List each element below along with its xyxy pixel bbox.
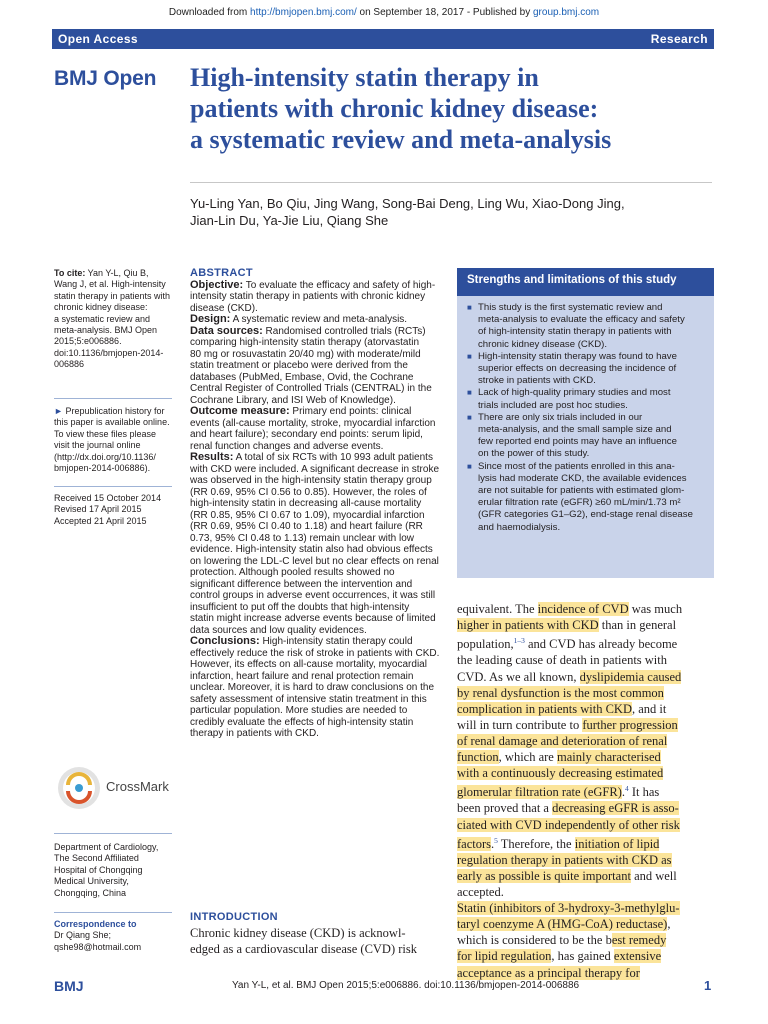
abstract-line — [190, 337, 445, 349]
abstract-line — [190, 567, 445, 579]
highlighted-text: ciated with CVD independently of other risk — [457, 817, 680, 832]
author-line: Yu-Ling Yan, Bo Qiu, Jing Wang, Song-Bai Deng, Ling Wu, Xiao-Dong Jing, — [190, 196, 625, 211]
affiliation-line: Chongqing, China — [54, 887, 127, 898]
prepub-line: bmjopen-2014-006886). — [54, 463, 151, 474]
box-item-line: and haemodialysis. — [478, 521, 561, 533]
highlighted-text: dyslipidemia caused — [579, 669, 682, 684]
reference-link[interactable]: 1–3 — [513, 636, 525, 646]
abstract-line — [190, 705, 445, 717]
abstract-line — [190, 602, 445, 614]
body-line — [457, 800, 717, 816]
abstract-line-text: data sources and low quality evidences. — [190, 624, 367, 636]
square-bullet-icon: ■ — [467, 351, 472, 361]
body-line — [457, 868, 717, 884]
box-item-line: few reported end points may have an influence — [478, 436, 677, 448]
abstract-section-label: Results: — [190, 451, 234, 463]
abstract-line-text: A systematic review and meta-analysis. — [230, 314, 408, 325]
highlighted-text: complication in patients with CKD — [457, 701, 632, 716]
box-list-item — [465, 302, 710, 351]
abstract — [190, 268, 445, 740]
publisher-link[interactable]: group.bmj.com — [532, 7, 600, 18]
abstract-line — [190, 475, 445, 487]
box-list-item — [465, 387, 710, 411]
highlighted-text: of renal damage and deterioration of renal — [457, 733, 668, 748]
strengths-limitations-box — [457, 268, 714, 578]
cite-line: Yan Y-L, Qiu B, — [85, 268, 149, 278]
abstract-line — [190, 383, 445, 395]
body-text-span: . — [491, 836, 495, 851]
abstract-line-text: 80 mg or rosuvastatin 20/40 mg) with moderate/mild — [190, 348, 421, 360]
abstract-line — [190, 429, 445, 441]
highlighted-text: est remedy — [611, 933, 667, 948]
box-item-line: superior effects on decreasing the incidence of — [478, 363, 677, 375]
abstract-line-text: statin treatment or placebo were derived from the — [190, 360, 408, 371]
highlighted-text: factors — [457, 836, 492, 851]
body-line — [457, 765, 717, 781]
highlighted-text: initiation of lipid — [574, 836, 660, 851]
affiliation — [54, 842, 169, 899]
abstract-line-text: was observed in the high-intensity statin therapy group — [190, 475, 432, 486]
abstract-line — [190, 510, 445, 522]
body-line — [457, 884, 717, 900]
abstract-line-text: evidence. High-intensity statin also had obvious effects — [190, 544, 433, 555]
abstract-line — [190, 613, 445, 625]
abstract-section-label: Conclusions: — [190, 635, 260, 647]
cite-line: meta-analysis. BMJ Open — [54, 325, 158, 336]
abstract-line-text: disease (CKD). — [190, 302, 258, 314]
abstract-line-text: 0.73, 95% CI 0.48 to 1.13) remain unclear with low — [190, 532, 415, 544]
abstract-line-text: insufficient to put off the doubts that high-intensity — [190, 601, 410, 613]
highlighted-text: for lipid regulation — [457, 949, 552, 964]
abstract-line — [190, 521, 445, 533]
body-text-span: which is considered to be the b — [457, 933, 612, 948]
cite-line: a systematic review and — [54, 313, 151, 324]
correspondence-name: Dr Qiang She; — [54, 930, 112, 941]
prepub-line: (http://dx.doi.org/10.1136/ — [54, 451, 156, 462]
abstract-line — [190, 280, 445, 292]
cite-line: 2015;5:e006886. — [54, 336, 122, 347]
body-text-span: was much — [628, 602, 683, 616]
abstract-line-text: However, its effects on all-cause mortality, myocardial — [190, 659, 427, 670]
abstract-line — [190, 464, 445, 476]
abstract-line-text: control groups in adverse event occurrences, it was still — [190, 590, 436, 601]
body-text-span: Therefore, the — [497, 836, 575, 851]
box-item-line: There are only six trials included in our — [478, 411, 643, 423]
section-bar — [52, 29, 714, 49]
abstract-line — [190, 671, 445, 683]
reference-link[interactable]: 5 — [494, 835, 498, 845]
abstract-line-text: and heart failure); secondary end points: serum lipid, — [190, 429, 423, 440]
body-text-span: It has — [628, 785, 660, 800]
box-item-line: are not suitable for patients with estimated glom- — [478, 485, 685, 497]
affiliation-line: Medical University, — [54, 876, 129, 887]
intro-line: edged as a cardiovascular disease (CVD) risk — [190, 942, 417, 956]
abstract-line — [190, 326, 445, 338]
abstract-line-text: unclear. Moreover, it is hard to draw conclusions on the — [190, 682, 435, 693]
highlighted-text: taryl coenzyme A (HMG-CoA) reductase) — [457, 917, 668, 932]
abstract-line-text: A total of six RCTs with 10 993 adult patients — [233, 452, 433, 463]
highlighted-text: decreasing eGFR is asso- — [552, 801, 679, 816]
triangle-bullet-icon: ► — [54, 406, 63, 416]
body-text-span: , has gained — [551, 949, 614, 964]
body-line — [457, 932, 717, 948]
box-item-line: meta-analysis, and the small sample size and — [478, 424, 672, 436]
body-line — [457, 633, 717, 652]
journal-url-link[interactable]: http://bmjopen.bmj.com/ — [250, 7, 357, 18]
box-list-item — [465, 412, 710, 461]
abstract-line — [190, 590, 445, 602]
body-line — [457, 685, 717, 701]
abstract-line-text: Randomised controlled trials (RCTs) — [262, 325, 426, 337]
abstract-line-text: with CKD were included. A significant decrease in stroke — [190, 463, 440, 475]
body-line — [457, 916, 717, 932]
abstract-line-text: intensity statin therapy in patients with chronic kidney — [190, 291, 426, 302]
abstract-line — [190, 372, 445, 384]
body-text-span: and CVD has already become — [524, 637, 678, 652]
box-heading: Strengths and limitations of this study — [457, 268, 714, 296]
highlighted-text: acceptance as a principal therapy for — [457, 965, 640, 980]
body-line — [457, 701, 717, 717]
abstract-line — [190, 406, 445, 418]
box-item-line: lysis had moderate CKD, the available evidences — [478, 472, 687, 484]
body-text-span: , — [667, 917, 671, 932]
page-number: 1 — [704, 978, 712, 993]
download-prefix: Downloaded from — [168, 7, 251, 18]
abstract-line-text: To evaluate the efficacy and safety of high- — [243, 279, 436, 291]
body-line — [457, 669, 717, 685]
highlighted-text: incidence of CVD — [537, 602, 629, 616]
affiliation-line: Hospital of Chongqing — [54, 864, 143, 875]
abstract-line — [190, 648, 445, 660]
highlighted-text: Statin (inhibitors of 3-hydroxy-3-methylglu- — [457, 901, 680, 916]
author-line: Jian-Lin Du, Ya-Jie Liu, Qiang She — [190, 213, 389, 228]
left-divider — [54, 486, 172, 487]
how-to-cite — [54, 268, 169, 371]
abstract-line — [190, 694, 445, 706]
body-line — [457, 652, 717, 668]
abstract-line-text: (RR 0.69, 95% CI 0.40 to 1.18) and heart failure (RR — [190, 521, 423, 532]
prepub-line: To view these files please — [54, 428, 157, 439]
box-item-line: trials included are post hoc studies. — [478, 399, 628, 411]
abstract-line — [190, 579, 445, 591]
square-bullet-icon: ■ — [467, 388, 472, 398]
abstract-line-text: safety assessment of intensive statin treatment in this — [190, 693, 427, 705]
prepub-line: Prepublication history for — [65, 406, 165, 416]
body-text-span: CVD. As we all known, — [457, 669, 580, 684]
abstract-line-text: credibly evaluate the effects of high-intensity statin — [190, 716, 414, 728]
abstract-line — [190, 659, 445, 671]
abstract-line-text: protection. Although pooled results showed no — [190, 567, 395, 578]
title-line: patients with chronic kidney disease: — [190, 94, 599, 123]
abstract-line-text: particular population. More studies are needed to — [190, 705, 408, 716]
correspondence — [54, 919, 169, 953]
abstract-section-label: Data sources: — [190, 324, 263, 337]
body-line — [457, 601, 717, 617]
abstract-line-text: (RR 0.85, 95% CI 0.67 to 1.09), myocardial infarction — [190, 509, 425, 521]
abstract-line — [190, 544, 445, 556]
cite-line: chronic kidney disease: — [54, 302, 148, 313]
body-line — [457, 617, 717, 633]
download-middle: on September 18, 2017 - Published by — [356, 7, 533, 18]
body-text-span: population, — [457, 637, 514, 652]
revised-date: Revised 17 April 2015 — [54, 504, 142, 515]
body-line — [457, 717, 717, 733]
accepted-date: Accepted 21 April 2015 — [54, 515, 147, 526]
affiliation-line: Department of Cardiology, — [54, 842, 159, 852]
abstract-line-text: renal function changes and adverse events. — [190, 440, 384, 452]
abstract-line — [190, 349, 445, 361]
highlighted-text: higher in patients with CKD — [457, 618, 599, 633]
left-divider — [54, 398, 172, 399]
research-label: Research — [650, 32, 708, 46]
abstract-line — [190, 360, 445, 372]
abstract-line-text: events (all-cause mortality, stroke, myocardial infarction — [190, 417, 436, 429]
body-text-span: will in turn contribute to — [457, 717, 583, 732]
abstract-line — [190, 636, 445, 648]
highlighted-text: further progression — [582, 717, 678, 732]
prepub-note[interactable] — [54, 406, 169, 474]
body-text-span: , which are — [498, 750, 557, 764]
abstract-line-text: databases (PubMed, Embase, Ovid, the Cochrane — [190, 371, 414, 383]
body-text-span: , and it — [631, 701, 667, 716]
highlighted-text: regulation therapy in patients with CKD as — [457, 852, 672, 867]
body-line — [457, 965, 717, 981]
left-divider — [54, 912, 172, 913]
abstract-line — [190, 533, 445, 545]
abstract-section-label: Objective: — [190, 278, 244, 291]
abstract-section-label: Design: — [190, 313, 231, 325]
journal-logo: BMJ Open — [54, 67, 157, 90]
square-bullet-icon: ■ — [467, 303, 472, 312]
body-line — [457, 749, 717, 765]
highlighted-text: extensive — [613, 949, 662, 964]
highlighted-text: with a continuously decreasing estimated — [457, 766, 664, 781]
body-text-span: equivalent. The — [457, 602, 538, 616]
square-bullet-icon: ■ — [467, 461, 472, 471]
abstract-line — [190, 291, 445, 303]
abstract-line-text: infarction, heart failure and renal protection remain — [190, 670, 414, 682]
body-line — [457, 781, 717, 800]
abstract-line-text: high-intensity statin in decreasing all-cause mortality — [190, 498, 422, 509]
abstract-line-text: Central Register of Controlled Trials (CENTRAL) in the — [190, 383, 432, 394]
download-line — [0, 7, 768, 18]
highlighted-text: glomerular filtration rate (eGFR) — [457, 785, 622, 800]
abstract-line-text: on lowering the LDL-C level but no clear effects on renal — [190, 555, 439, 567]
box-item-line: of high-intensity statin therapy in patients with — [478, 326, 672, 338]
box-item-line: meta-analysis to evaluate the efficacy and safety — [478, 314, 685, 326]
body-line — [457, 817, 717, 833]
footer-citation: Yan Y-L, et al. BMJ Open 2015;5:e006886. doi:10.1136/bmjopen-2014-006886 — [232, 980, 580, 991]
title-divider — [190, 182, 712, 183]
crossmark-icon — [56, 765, 102, 811]
prepub-line: visit the journal online — [54, 440, 141, 451]
cite-line: doi:10.1136/bmjopen-2014- — [54, 347, 164, 358]
abstract-heading: ABSTRACT — [190, 267, 253, 279]
cite-line: statin therapy in patients with — [54, 290, 171, 301]
box-item-line: on the power of this study. — [478, 448, 590, 460]
abstract-line-text: comparing high-intensity statin therapy (atorvastatin — [190, 337, 420, 348]
body-line — [457, 948, 717, 964]
received-date: Received 15 October 2014 — [54, 493, 162, 503]
box-item-line: (GFR categories G1–G2), end-stage renal disease — [478, 509, 693, 521]
abstract-line-text: effectively reduce the risk of stroke in patients with CKD. — [190, 647, 440, 659]
cite-line: Wang J, et al. High-intensity — [54, 279, 166, 290]
abstract-line-text: statin might increase adverse events because of limited — [190, 613, 436, 624]
left-divider — [54, 833, 172, 834]
body-line — [457, 733, 717, 749]
correspondence-email[interactable]: qshe98@hotmail.com — [54, 941, 142, 952]
crossmark-badge[interactable] — [56, 765, 176, 815]
abstract-line — [190, 418, 445, 430]
box-item-line: This study is the first systematic review and — [478, 302, 663, 313]
article-dates — [54, 493, 169, 527]
cite-line: 006886 — [54, 359, 85, 370]
abstract-line — [190, 452, 445, 464]
highlighted-text: early as possible is quite important — [457, 868, 631, 883]
box-list-item — [465, 461, 710, 534]
box-list-item — [465, 351, 710, 388]
correspondence-heading: Correspondence to — [54, 919, 137, 929]
title-line: a systematic review and meta-analysis — [190, 125, 612, 154]
body-line — [457, 900, 717, 916]
abstract-line — [190, 728, 445, 740]
abstract-line-text: Primary end points: clinical — [289, 406, 412, 417]
body-text-span: accepted. — [457, 885, 504, 900]
abstract-line — [190, 717, 445, 729]
highlighted-text: by renal dysfunction is the most common — [457, 685, 664, 700]
body-text-span: been proved that a — [457, 801, 553, 816]
box-item-line: Lack of high-quality primary studies and most — [478, 387, 671, 399]
abstract-line-text: therapy in patients with CKD. — [190, 728, 319, 739]
prepub-line: this paper is available online. — [54, 417, 170, 428]
body-text-span: and well — [630, 868, 677, 883]
abstract-line-text: High-intensity statin therapy could — [259, 636, 413, 647]
author-list — [190, 195, 710, 229]
body-text-span: the leading cause of death in patients with — [457, 653, 668, 668]
box-item-line: High-intensity statin therapy was found to have — [478, 350, 677, 362]
body-text — [457, 601, 717, 981]
bmj-logo: BMJ — [54, 978, 84, 994]
box-item-line: chronic kidney disease (CKD). — [478, 338, 608, 350]
cite-label: To cite: — [54, 268, 86, 278]
body-text-span: . — [621, 785, 625, 800]
box-item-line: stroke in patients with CKD. — [478, 375, 596, 387]
box-item-line: Since most of the patients enrolled in this ana- — [478, 460, 675, 472]
abstract-line-text: significant difference between the intervention and — [190, 578, 413, 590]
open-access-label: Open Access — [58, 32, 138, 46]
body-line — [457, 852, 717, 868]
crossmark-label: CrossMark — [106, 779, 169, 794]
box-item-line: erular filtration rate (eGFR) ≥60 mL/min/1.73 m² — [478, 497, 681, 509]
affiliation-line: The Second Affiliated — [54, 853, 139, 864]
highlighted-text: function — [457, 750, 499, 764]
title-line: High-intensity statin therapy in — [190, 63, 539, 92]
abstract-line — [190, 487, 445, 499]
abstract-section-label: Outcome measure: — [190, 405, 290, 417]
article-title — [190, 62, 730, 155]
highlighted-text: mainly characterised — [556, 750, 661, 764]
reference-link[interactable]: 4 — [625, 784, 629, 794]
abstract-line — [190, 682, 445, 694]
body-line — [457, 833, 717, 852]
introduction-heading: INTRODUCTION — [190, 911, 278, 923]
abstract-line-text: Cochrane Library, and ISI Web of Knowledge). — [190, 394, 396, 406]
abstract-line — [190, 498, 445, 510]
box-list — [465, 302, 710, 534]
abstract-line-text: (RR 0.69, 95% CI 0.56 to 0.85). However, the roles of — [190, 486, 427, 498]
abstract-line — [190, 556, 445, 568]
introduction-text — [190, 925, 445, 957]
intro-line: Chronic kidney disease (CKD) is acknowl- — [190, 926, 406, 940]
body-text-span: than in general — [598, 618, 677, 633]
square-bullet-icon: ■ — [467, 412, 472, 422]
